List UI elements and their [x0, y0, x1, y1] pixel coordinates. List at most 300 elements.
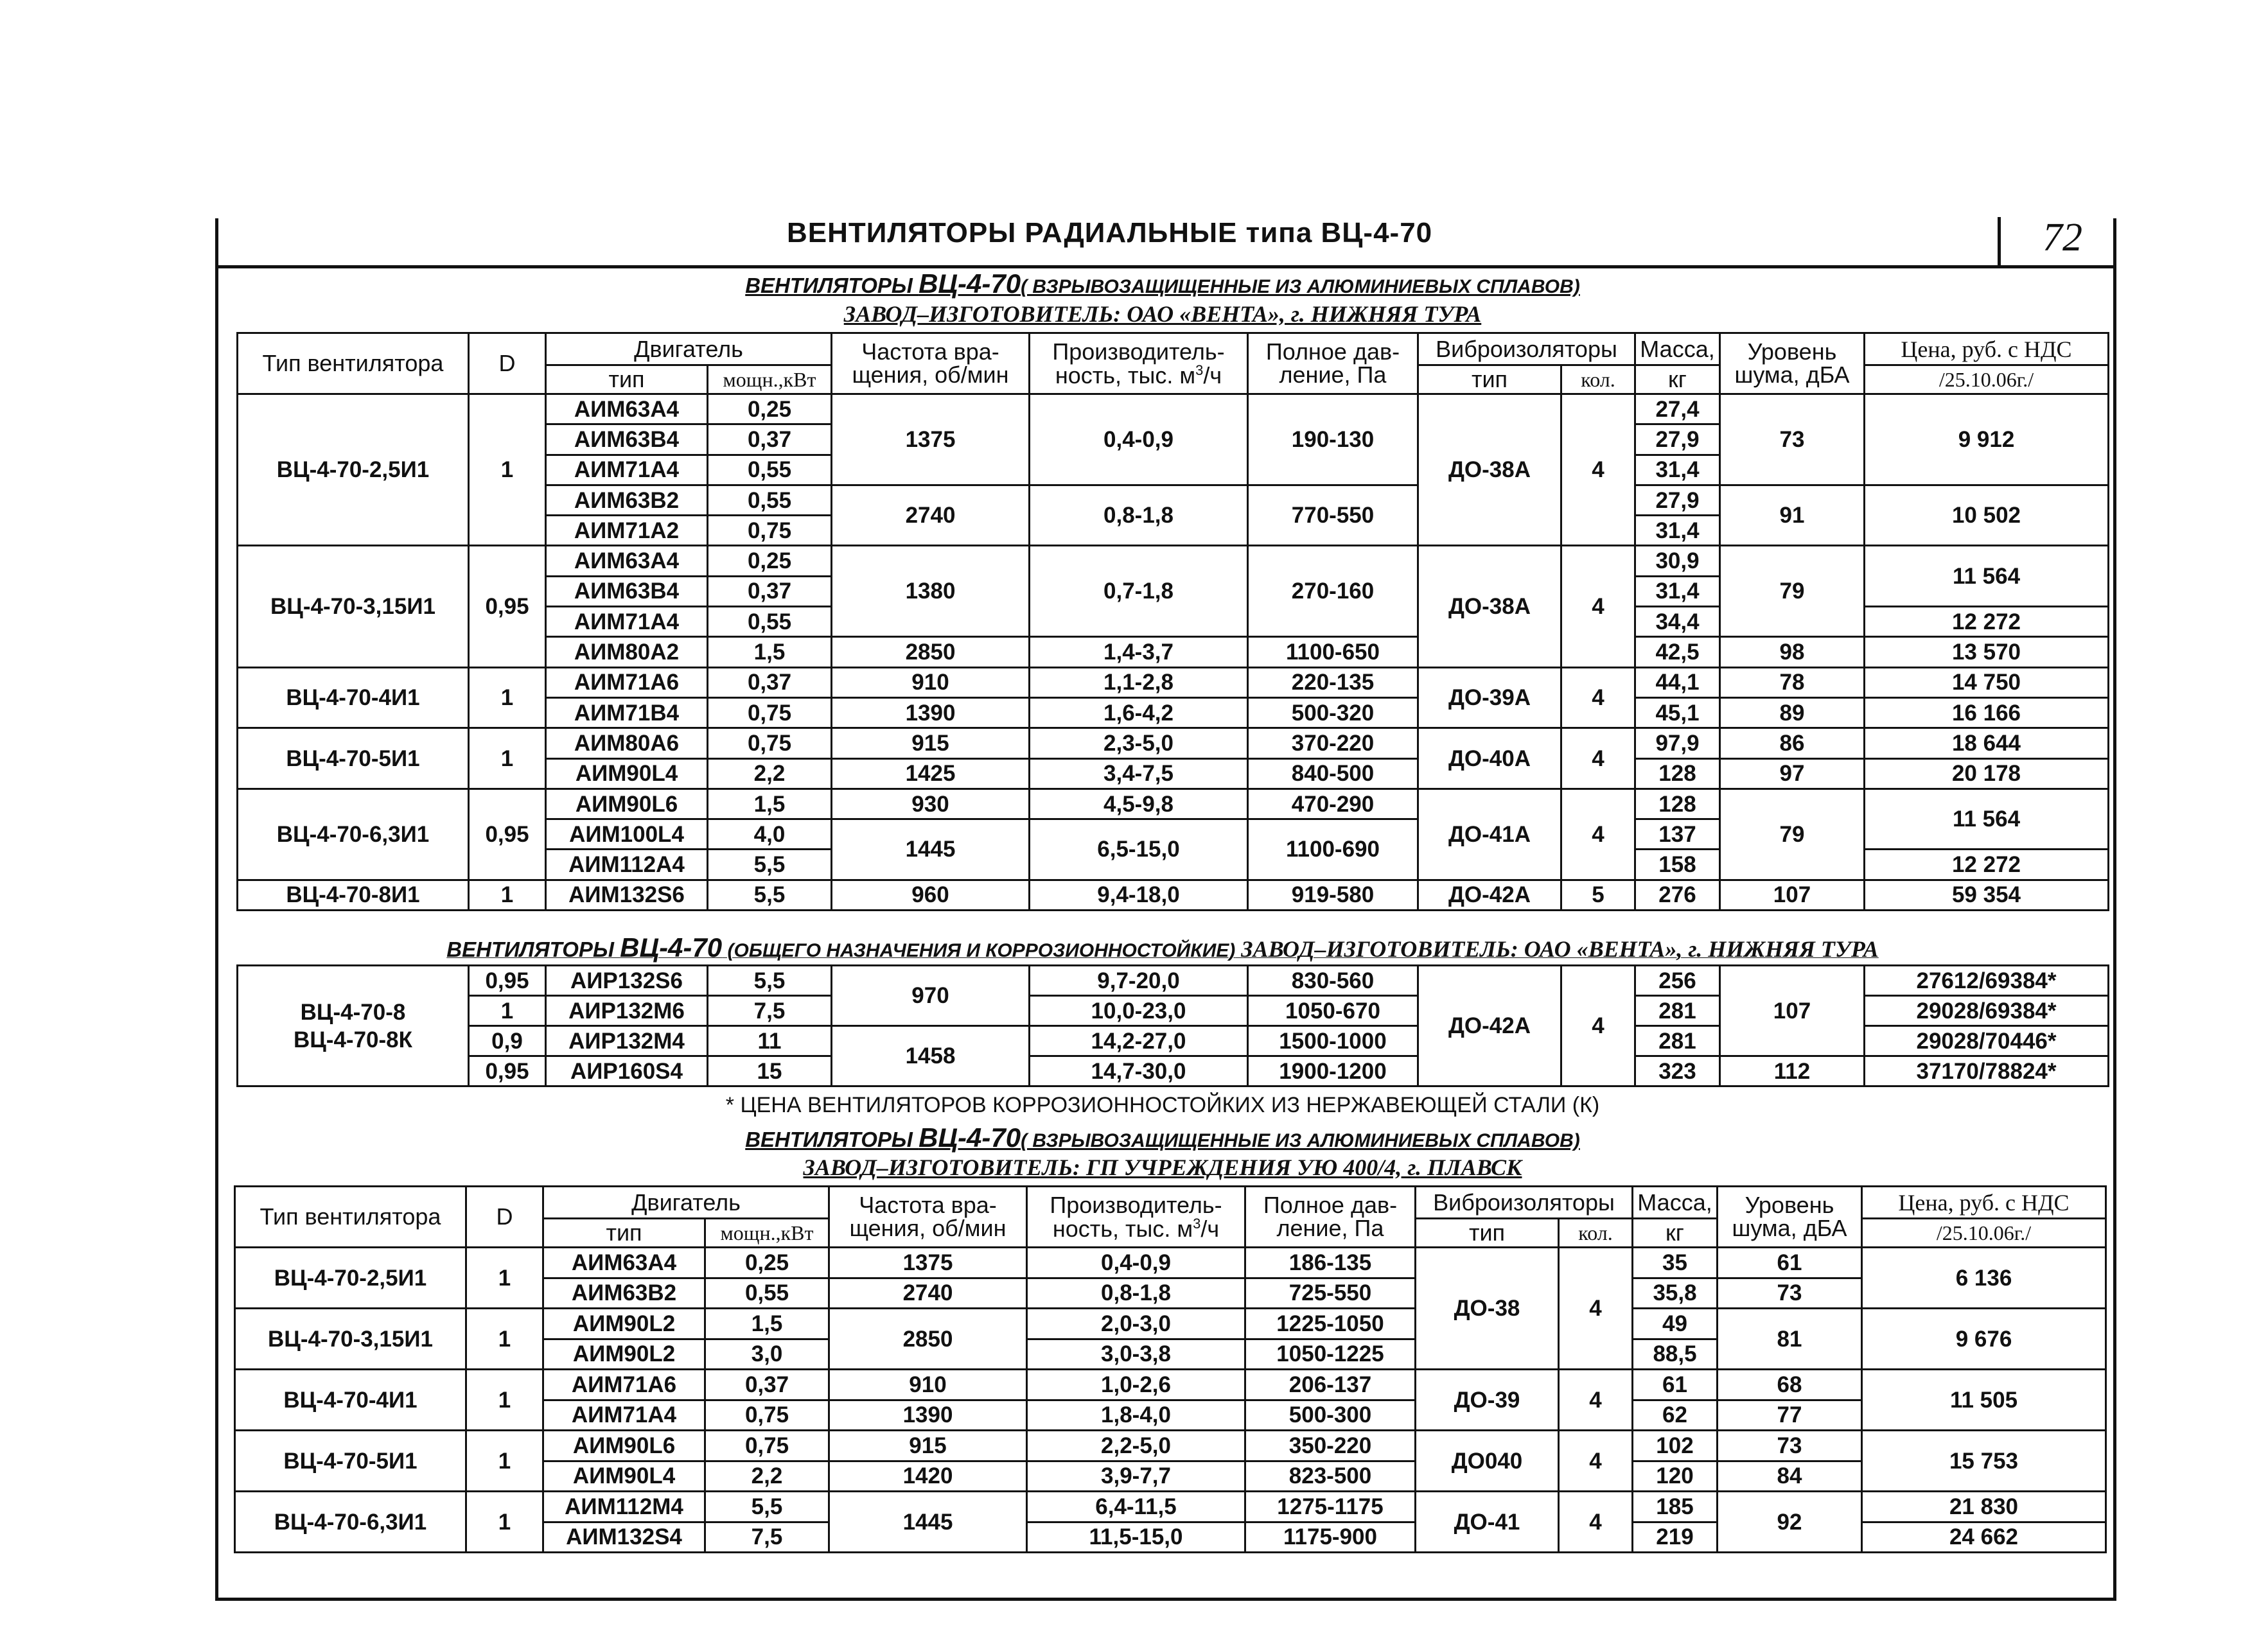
cell-noise: 78: [1720, 667, 1865, 697]
cell-speed: 915: [832, 728, 1030, 758]
cell-motor-power: 0,55: [708, 455, 832, 485]
header-motor: Двигатель: [546, 333, 832, 365]
cell-isolator-qty: 4: [1559, 1492, 1633, 1553]
cell-motor-power: 0,25: [708, 546, 832, 576]
cell-speed: 1380: [832, 546, 1030, 637]
cell-speed: 1390: [832, 697, 1030, 728]
cell-mass: 27,9: [1635, 485, 1720, 515]
cell-price: 12 272: [1865, 607, 2109, 637]
page-title: ВЕНТИЛЯТОРЫ РАДИАЛЬНЫЕ типа ВЦ-4-70: [787, 217, 1433, 249]
cell-flow: 1,8-4,0: [1027, 1400, 1245, 1431]
cell-price: 16 166: [1865, 697, 2109, 728]
section2-table: [236, 964, 2109, 1087]
page-number: 72: [2043, 216, 2082, 259]
cell-isolator-type: ДО-38: [1416, 1248, 1559, 1370]
header-d: D: [466, 1187, 543, 1248]
header-iso-qty: кол.: [1559, 1219, 1633, 1248]
cell-pressure: 186-135: [1245, 1248, 1416, 1278]
cell-motor-type: АИМ90L4: [543, 1461, 705, 1492]
cell-motor-power: 0,55: [705, 1278, 829, 1309]
cell-motor-power: 0,75: [705, 1431, 829, 1461]
cell-isolator-type: ДО-41: [1416, 1492, 1559, 1553]
cell-mass: 323: [1635, 1056, 1720, 1086]
section1-caption-suffix: ( ВЗРЫВОЗАЩИЩЕННЫЕ ИЗ АЛЮМИНИЕВЫХ СПЛАВОВ): [1021, 276, 1580, 297]
header-mass: Масса,: [1635, 333, 1720, 365]
cell-noise: 98: [1720, 637, 1865, 667]
cell-mass: 97,9: [1635, 728, 1720, 758]
cell-motor-power: 5,5: [708, 966, 832, 996]
cell-d: 0,95: [469, 546, 546, 667]
cell-mass: 88,5: [1633, 1339, 1718, 1370]
cell-isolator-qty: 4: [1559, 1370, 1633, 1431]
cell-motor-power: 0,37: [708, 424, 832, 455]
section1-caption: [218, 268, 2107, 299]
header-fan-type: Тип вентилятора: [235, 1187, 466, 1248]
cell-price: 9 676: [1862, 1309, 2106, 1370]
cell-isolator-qty: 4: [1559, 1431, 1633, 1492]
header-flow-text: Производитель-ность, тыс. м: [1052, 338, 1225, 388]
cell-motor-type: АИМ100L4: [546, 819, 708, 850]
cell-pressure: 470-290: [1248, 789, 1418, 819]
fan-type-line: ВЦ-4-70-8: [300, 999, 406, 1025]
cell-pressure: 1050-1225: [1245, 1339, 1416, 1370]
section3-table: [234, 1185, 2107, 1553]
cell-speed: 1375: [832, 394, 1030, 485]
cell-flow: 9,4-18,0: [1030, 880, 1248, 910]
cell-noise: 84: [1718, 1461, 1862, 1492]
cell-motor-type: АИМ90L2: [543, 1309, 705, 1339]
cell-d: 1: [466, 1431, 543, 1492]
cell-motor-power: 1,5: [708, 637, 832, 667]
cell-noise: 92: [1718, 1492, 1862, 1553]
cell-speed: 2850: [829, 1309, 1027, 1370]
cell-mass: 61: [1633, 1370, 1718, 1400]
section1-caption-model: ВЦ-4-70: [919, 268, 1021, 299]
header-flow-unit: /ч: [1200, 1215, 1220, 1242]
cell-speed: 915: [829, 1431, 1027, 1461]
cell-price: 15 753: [1862, 1431, 2106, 1492]
cell-price: 11 564: [1865, 546, 2109, 607]
cell-mass: 31,4: [1635, 576, 1720, 606]
cell-isolator-type: ДО-40А: [1418, 728, 1561, 789]
table-row: [235, 1431, 2106, 1461]
cell-mass: 137: [1635, 819, 1720, 850]
cell-motor-type: АИМ63В4: [546, 424, 708, 455]
cell-motor-power: 7,5: [705, 1522, 829, 1553]
section3-caption-model: ВЦ-4-70: [919, 1122, 1021, 1153]
cell-flow: 11,5-15,0: [1027, 1522, 1245, 1553]
section3-table-body: [235, 1187, 2106, 1553]
header-noise: Уровень шума, дБА: [1718, 1187, 1862, 1248]
cell-d: 1: [469, 667, 546, 728]
cell-speed: 960: [832, 880, 1030, 910]
cell-flow: 2,3-5,0: [1030, 728, 1248, 758]
cell-motor-type: АИМ132S6: [546, 880, 708, 910]
section3-caption-prefix: ВЕНТИЛЯТОРЫ: [745, 1128, 919, 1151]
cell-motor-power: 11: [708, 1026, 832, 1056]
cell-speed: 1445: [832, 819, 1030, 880]
cell-pressure: 725-550: [1245, 1278, 1416, 1309]
cell-pressure: 1100-650: [1248, 637, 1418, 667]
cell-pressure: 1225-1050: [1245, 1309, 1416, 1339]
cell-d: 0,95: [469, 789, 546, 880]
cell-fan-type: ВЦ-4-70-6,3И1: [238, 789, 469, 880]
cell-noise: 61: [1718, 1248, 1862, 1278]
cell-flow: 1,0-2,6: [1027, 1370, 1245, 1400]
cell-mass: 44,1: [1635, 667, 1720, 697]
header-isolators: Виброизоляторы: [1418, 333, 1635, 365]
cell-mass: 35: [1633, 1248, 1718, 1278]
cell-pressure: 206-137: [1245, 1370, 1416, 1400]
header-mass-unit: кг: [1635, 365, 1720, 394]
cell-price: 6 136: [1862, 1248, 2106, 1309]
cell-fan-type: ВЦ-4-70-6,3И1: [235, 1492, 466, 1553]
cell-d: 0,95: [469, 1056, 546, 1086]
cell-flow: 3,0-3,8: [1027, 1339, 1245, 1370]
cell-noise: 68: [1718, 1370, 1862, 1400]
cell-pressure: 1900-1200: [1248, 1056, 1418, 1086]
cell-noise: 77: [1718, 1400, 1862, 1431]
cell-speed: 930: [832, 789, 1030, 819]
cell-price: 13 570: [1865, 637, 2109, 667]
header-motor-power: мощн.,кВт: [705, 1219, 829, 1248]
cell-pressure: 1100-690: [1248, 819, 1418, 880]
cell-motor-power: 0,75: [705, 1400, 829, 1431]
cell-speed: 1375: [829, 1248, 1027, 1278]
cell-motor-type: АИМ71А4: [546, 607, 708, 637]
cell-motor-type: АИР132М4: [546, 1026, 708, 1056]
section3-caption: [218, 1122, 2107, 1153]
cell-motor-power: 0,55: [708, 607, 832, 637]
table-row: [235, 1248, 2106, 1278]
header-fan-type: Тип вентилятора: [238, 333, 469, 394]
header-isolators: Виброизоляторы: [1416, 1187, 1633, 1219]
cell-motor-type: АИМ90L6: [543, 1431, 705, 1461]
header-pressure: Полное дав-ление, Па: [1245, 1187, 1416, 1248]
cell-noise: 91: [1720, 485, 1865, 546]
cell-motor-power: 0,75: [708, 728, 832, 758]
cell-fan-type: ВЦ-4-70-5И1: [238, 728, 469, 789]
cell-flow: 9,7-20,0: [1030, 966, 1248, 996]
cell-flow: 3,4-7,5: [1030, 758, 1248, 789]
cell-motor-power: 4,0: [708, 819, 832, 850]
cell-flow: 2,0-3,0: [1027, 1309, 1245, 1339]
cell-flow: 0,8-1,8: [1027, 1278, 1245, 1309]
cell-motor-power: 0,75: [708, 697, 832, 728]
cell-pressure: 500-320: [1248, 697, 1418, 728]
cell-price: 20 178: [1865, 758, 2109, 789]
cell-motor-type: АИМ80А2: [546, 637, 708, 667]
cell-motor-type: АИМ71В4: [546, 697, 708, 728]
table-row: [238, 728, 2109, 758]
cell-pressure: 1050-670: [1248, 996, 1418, 1026]
cell-motor-type: АИМ90L6: [546, 789, 708, 819]
cell-fan-type: ВЦ-4-70-5И1: [235, 1431, 466, 1492]
cell-motor-type: АИМ71А6: [543, 1370, 705, 1400]
cell-mass: 27,4: [1635, 394, 1720, 424]
cell-noise: 112: [1720, 1056, 1865, 1086]
cell-motor-type: АИМ63А4: [546, 546, 708, 576]
cell-speed: 2850: [832, 637, 1030, 667]
header-price-date: /25.10.06г./: [1862, 1219, 2106, 1248]
cell-isolator-type: ДО-38А: [1418, 546, 1561, 667]
section2-caption-middle: (ОБЩЕГО НАЗНАЧЕНИЯ И КОРРОЗИОННОСТОЙКИЕ): [722, 940, 1236, 961]
header-iso-type: тип: [1418, 365, 1561, 394]
cell-flow: 6,5-15,0: [1030, 819, 1248, 880]
cell-price: 21 830: [1862, 1492, 2106, 1522]
cell-motor-type: АИМ90L2: [543, 1339, 705, 1370]
cell-noise: 73: [1718, 1431, 1862, 1461]
cell-mass: 276: [1635, 880, 1720, 910]
cell-price: 18 644: [1865, 728, 2109, 758]
cell-price: 29028/70446*: [1865, 1026, 2109, 1056]
cell-price: 11 564: [1865, 789, 2109, 850]
section1-manufacturer: ЗАВОД–ИЗГОТОВИТЕЛЬ: ОАО «ВЕНТА», г. НИЖНЯЯ ТУРА: [843, 301, 1482, 327]
cell-noise: 86: [1720, 728, 1865, 758]
cell-price: 11 505: [1862, 1370, 2106, 1431]
cell-flow: 3,9-7,7: [1027, 1461, 1245, 1492]
header-flow-text: Производитель-ность, тыс. м: [1050, 1191, 1222, 1242]
cell-d: 1: [466, 1370, 543, 1431]
cell-motor-power: 5,5: [708, 880, 832, 910]
section2-footnote: * ЦЕНА ВЕНТИЛЯТОРОВ КОРРОЗИОННОСТОЙКИХ ИЗ НЕРЖАВЕЮЩЕЙ СТАЛИ (К): [725, 1093, 1600, 1117]
cell-flow: 10,0-23,0: [1030, 996, 1248, 1026]
cell-flow: 0,7-1,8: [1030, 546, 1248, 637]
header-price-date: /25.10.06г./: [1865, 365, 2109, 394]
cell-fan-type: [238, 966, 469, 1086]
cell-speed: 1420: [829, 1461, 1027, 1492]
cell-price: 12 272: [1865, 850, 2109, 880]
cell-mass: 158: [1635, 850, 1720, 880]
cell-flow: 14,7-30,0: [1030, 1056, 1248, 1086]
section2-caption-model: ВЦ-4-70: [620, 932, 723, 963]
cell-d: 1: [466, 1309, 543, 1370]
section1-table: [236, 332, 2109, 911]
table-row: [235, 1492, 2106, 1522]
cell-pressure: 500-300: [1245, 1400, 1416, 1431]
cell-pressure: 350-220: [1245, 1431, 1416, 1461]
cell-isolator-qty: 5: [1561, 880, 1635, 910]
cell-mass: 256: [1635, 966, 1720, 996]
header-iso-qty: кол.: [1561, 365, 1635, 394]
cell-motor-power: 1,5: [705, 1309, 829, 1339]
section2-caption: [218, 932, 2107, 963]
cell-mass: 281: [1635, 1026, 1720, 1056]
cell-flow: 0,4-0,9: [1027, 1248, 1245, 1278]
cell-d: 1: [469, 728, 546, 789]
cell-flow: 0,8-1,8: [1030, 485, 1248, 546]
header-flow: [1027, 1187, 1245, 1248]
cell-flow: 1,1-2,8: [1030, 667, 1248, 697]
cell-mass: 120: [1633, 1461, 1718, 1492]
cell-motor-power: 2,2: [705, 1461, 829, 1492]
cell-d: 0,9: [469, 1026, 546, 1056]
cell-speed: 1425: [832, 758, 1030, 789]
cell-pressure: 270-160: [1248, 546, 1418, 637]
cell-isolator-type: ДО-41А: [1418, 789, 1561, 880]
cell-isolator-type: ДО-38А: [1418, 394, 1561, 546]
cell-noise: 97: [1720, 758, 1865, 789]
cell-price: 29028/69384*: [1865, 996, 2109, 1026]
cell-price: 24 662: [1862, 1522, 2106, 1553]
cell-mass: 62: [1633, 1400, 1718, 1431]
cell-price: 9 912: [1865, 394, 2109, 485]
cell-mass: 45,1: [1635, 697, 1720, 728]
cell-speed: 910: [829, 1370, 1027, 1400]
cell-isolator-type: ДО-42А: [1418, 966, 1561, 1086]
table-row: [238, 966, 2109, 996]
cell-mass: 30,9: [1635, 546, 1720, 576]
cell-motor-type: АИМ71А2: [546, 516, 708, 546]
cell-mass: 102: [1633, 1431, 1718, 1461]
cell-motor-power: 0,37: [708, 576, 832, 606]
cell-mass: 185: [1633, 1492, 1718, 1522]
cell-motor-power: 7,5: [708, 996, 832, 1026]
cell-mass: 35,8: [1633, 1278, 1718, 1309]
cell-isolator-qty: 4: [1561, 966, 1635, 1086]
cell-noise: 79: [1720, 789, 1865, 880]
cell-motor-type: АИМ112М4: [543, 1492, 705, 1522]
cell-motor-power: 3,0: [705, 1339, 829, 1370]
cell-d: 1: [469, 996, 546, 1026]
header-motor-power: мощн.,кВт: [708, 365, 832, 394]
cell-motor-type: АИМ132S4: [543, 1522, 705, 1553]
cell-isolator-type: ДО-39: [1416, 1370, 1559, 1431]
cell-speed: 970: [832, 966, 1030, 1026]
cell-price: 14 750: [1865, 667, 2109, 697]
cell-motor-type: АИР132М6: [546, 996, 708, 1026]
cell-isolator-type: ДО-39А: [1418, 667, 1561, 728]
cell-isolator-type: ДО040: [1416, 1431, 1559, 1492]
cell-motor-type: АИМ90L4: [546, 758, 708, 789]
header-flow: [1030, 333, 1248, 394]
cell-speed: 2740: [829, 1278, 1027, 1309]
cell-motor-type: АИМ63А4: [543, 1248, 705, 1278]
cell-motor-power: 1,5: [708, 789, 832, 819]
cell-motor-type: АИМ63В4: [546, 576, 708, 606]
cell-pressure: 823-500: [1245, 1461, 1416, 1492]
cell-noise: 81: [1718, 1309, 1862, 1370]
cell-noise: 73: [1718, 1278, 1862, 1309]
header-noise: Уровень шума, дБА: [1720, 333, 1865, 394]
header-motor-type: тип: [543, 1219, 705, 1248]
header-price: Цена, руб. с НДС: [1862, 1187, 2106, 1219]
cell-motor-power: 2,2: [708, 758, 832, 789]
cell-price: 27612/69384*: [1865, 966, 2109, 996]
cell-price: 10 502: [1865, 485, 2109, 546]
cell-motor-power: 5,5: [705, 1492, 829, 1522]
cell-isolator-qty: 4: [1561, 728, 1635, 789]
cell-isolator-qty: 4: [1559, 1248, 1633, 1370]
cell-pressure: 919-580: [1248, 880, 1418, 910]
header-flow-sup: 3: [1193, 1215, 1201, 1232]
cell-motor-type: АИМ63А4: [546, 394, 708, 424]
table-row: [238, 1056, 2109, 1086]
cell-motor-type: АИМ71А4: [543, 1400, 705, 1431]
cell-speed: 1458: [832, 1026, 1030, 1086]
cell-noise: 89: [1720, 697, 1865, 728]
cell-mass: 281: [1635, 996, 1720, 1026]
table-row: [235, 1370, 2106, 1400]
cell-noise: 79: [1720, 546, 1865, 637]
header-price: Цена, руб. с НДС: [1865, 333, 2109, 365]
cell-fan-type: ВЦ-4-70-4И1: [235, 1370, 466, 1431]
cell-flow: 0,4-0,9: [1030, 394, 1248, 485]
table-row: [238, 546, 2109, 576]
header-speed: Частота вра-щения, об/мин: [829, 1187, 1027, 1248]
cell-speed: 1445: [829, 1492, 1027, 1553]
header-pressure: Полное дав-ление, Па: [1248, 333, 1418, 394]
header-motor-type: тип: [546, 365, 708, 394]
cell-mass: 49: [1633, 1309, 1718, 1339]
cell-motor-power: 15: [708, 1056, 832, 1086]
cell-motor-power: 0,55: [708, 485, 832, 515]
cell-motor-type: АИМ112А4: [546, 850, 708, 880]
cell-pressure: 220-135: [1248, 667, 1418, 697]
header-motor: Двигатель: [543, 1187, 829, 1219]
cell-motor-type: АИМ71А4: [546, 455, 708, 485]
cell-pressure: 190-130: [1248, 394, 1418, 485]
section1-caption-prefix: ВЕНТИЛЯТОРЫ: [745, 274, 919, 297]
cell-flow: 14,2-27,0: [1030, 1026, 1248, 1056]
cell-noise: 107: [1720, 966, 1865, 1056]
cell-isolator-qty: 4: [1561, 789, 1635, 880]
section2-caption-manufacturer: ЗАВОД–ИЗГОТОВИТЕЛЬ: ОАО «ВЕНТА», г. НИЖНЯЯ ТУРА: [1235, 936, 1879, 962]
cell-motor-power: 0,37: [708, 667, 832, 697]
cell-motor-power: 0,37: [705, 1370, 829, 1400]
cell-motor-type: АИМ63В2: [546, 485, 708, 515]
cell-isolator-qty: 4: [1561, 546, 1635, 667]
cell-mass: 31,4: [1635, 516, 1720, 546]
cell-pressure: 840-500: [1248, 758, 1418, 789]
cell-motor-type: АИМ80А6: [546, 728, 708, 758]
header-flow-sup: 3: [1195, 362, 1204, 378]
cell-pressure: 370-220: [1248, 728, 1418, 758]
cell-motor-power: 5,5: [708, 850, 832, 880]
cell-isolator-qty: 4: [1561, 394, 1635, 546]
table-row: [238, 789, 2109, 819]
cell-d: 0,95: [469, 966, 546, 996]
cell-noise: 73: [1720, 394, 1865, 485]
cell-d: 1: [466, 1492, 543, 1553]
cell-mass: 42,5: [1635, 637, 1720, 667]
fan-type-line: ВЦ-4-70-8К: [293, 1027, 413, 1052]
cell-mass: 128: [1635, 789, 1720, 819]
header-mass: Масса,: [1633, 1187, 1718, 1219]
header-mass-unit: кг: [1633, 1219, 1718, 1248]
table-row: [238, 880, 2109, 910]
cell-motor-type: АИМ71А6: [546, 667, 708, 697]
cell-fan-type: ВЦ-4-70-2,5И1: [235, 1248, 466, 1309]
cell-motor-power: 0,75: [708, 516, 832, 546]
cell-fan-type: ВЦ-4-70-4И1: [238, 667, 469, 728]
header-d: D: [469, 333, 546, 394]
table-row: [235, 1309, 2106, 1339]
cell-isolator-type: ДО-42А: [1418, 880, 1561, 910]
cell-pressure: 830-560: [1248, 966, 1418, 996]
cell-d: 1: [469, 394, 546, 546]
section1-table-body: [238, 333, 2109, 911]
cell-motor-type: АИР132S6: [546, 966, 708, 996]
cell-mass: 34,4: [1635, 607, 1720, 637]
cell-mass: 219: [1633, 1522, 1718, 1553]
table-row: [238, 394, 2109, 424]
cell-flow: 6,4-11,5: [1027, 1492, 1245, 1522]
cell-motor-type: АИМ63В2: [543, 1278, 705, 1309]
cell-speed: 910: [832, 667, 1030, 697]
cell-motor-type: АИР160S4: [546, 1056, 708, 1086]
cell-speed: 2740: [832, 485, 1030, 546]
